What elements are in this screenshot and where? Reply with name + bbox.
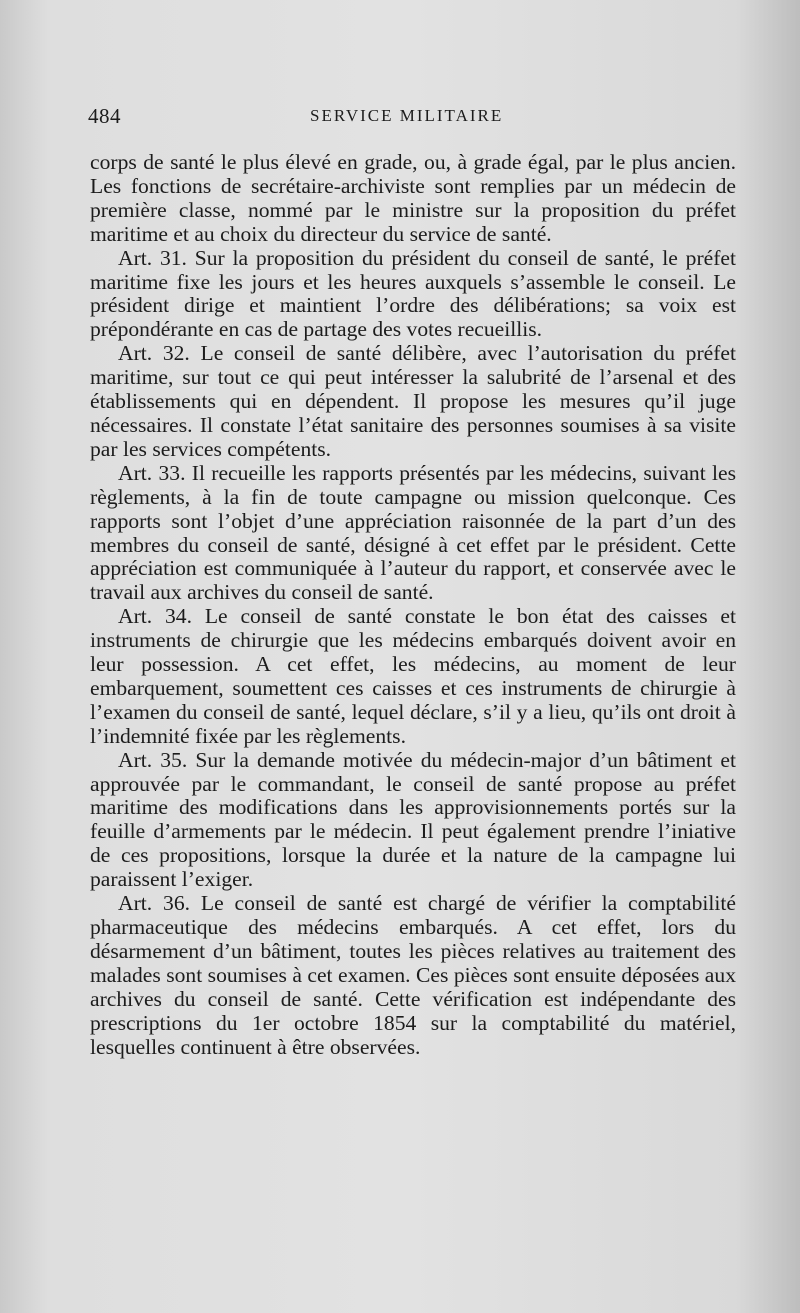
article-31: [90, 247, 736, 343]
page-header: [88, 104, 738, 134]
paragraph-continuation: [90, 151, 736, 247]
page-number: 484: [88, 104, 121, 128]
article-34: [90, 605, 736, 748]
article-label: Art. 32.: [118, 341, 190, 366]
article-32: [90, 342, 736, 462]
article-36: [90, 892, 736, 1059]
paragraph-text: corps de santé le plus élevé en grade, ou, à grade égal, par le plus ancien. Les fonctions de secrétaire-archiviste sont remplies par un médecin de première classe, nommé par le ministre sur la proposition du préfet maritime et au choix du directeur du service de santé.: [90, 150, 736, 246]
running-title: SERVICE MILITAIRE: [310, 106, 504, 125]
article-33: [90, 462, 736, 605]
article-text: Sur la demande motivée du médecin-major d’un bâtiment et approuvée par le commandant, le conseil de santé propose au préfet maritime des modifications dans les approvisionnements portés sur la feuille d’armements par le médecin. Il peut également prendre l’iniative de ces propositions, lorsque la durée et la nature de la campagne lui paraissent l’exiger.: [90, 747, 736, 892]
article-label: Art. 34.: [118, 604, 193, 629]
article-text: Sur la proposition du président du conseil de santé, le préfet maritime fixe les jours et les heures auxquels s’assemble le conseil. Le président dirige et maintient l’ordre des délibérations; sa voix est prépondérante en cas de partage des votes recueillis.: [90, 245, 736, 342]
article-label: Art. 35.: [118, 747, 188, 772]
article-text: Il recueille les rapports présentés par les médecins, suivant les règlements, à la fin de toute campagne ou mission quelconque. Ces rapports sont l’objet d’une appréciation raisonnée de la part d’un des membres du conseil de santé, désigné à cet effet par le président. Cette appréciation est communiquée à l’auteur du rapport, et conservée avec le travail aux archives du conseil de santé.: [90, 460, 736, 605]
article-text: Le conseil de santé constate le bon état des caisses et instruments de chirurgie que les médecins embarqués doivent avoir en leur possession. A cet effet, les médecins, au moment de leur embarquement, soumettent ces caisses et ces instruments de chirurgie à l’examen du conseil de santé, lequel déclare, s’il y a lieu, qu’ils ont droit à l’indemnité fixée par les règlements.: [90, 604, 737, 748]
article-label: Art. 33.: [118, 460, 186, 485]
body-text: [90, 151, 736, 1059]
article-text: Le conseil de santé est chargé de vérifier la comptabilité pharmaceutique des médecins embarqués. A cet effet, lors du désarmement d’un bâtiment, toutes les pièces relatives au traitement des malades sont soumises à cet examen. Ces pièces sont ensuite déposées aux archives du conseil de santé. Cette vérification est indépendante des prescriptions du 1er octobre 1854 sur la comptabilité du matériel, lesquelles continuent à être observées.: [90, 891, 736, 1059]
article-text: Le conseil de santé délibère, avec l’autorisation du préfet maritime, sur tout ce qui peut intéresser la salubrité de l’arsenal et des établissements qui en dépendent. Il propose les mesures qu’il juge nécessaires. Il constate l’état sanitaire des personnes soumises à sa visite par les services compétents.: [90, 341, 737, 461]
article-label: Art. 36.: [118, 891, 191, 916]
article-35: [90, 749, 736, 892]
article-label: Art. 31.: [118, 245, 187, 270]
